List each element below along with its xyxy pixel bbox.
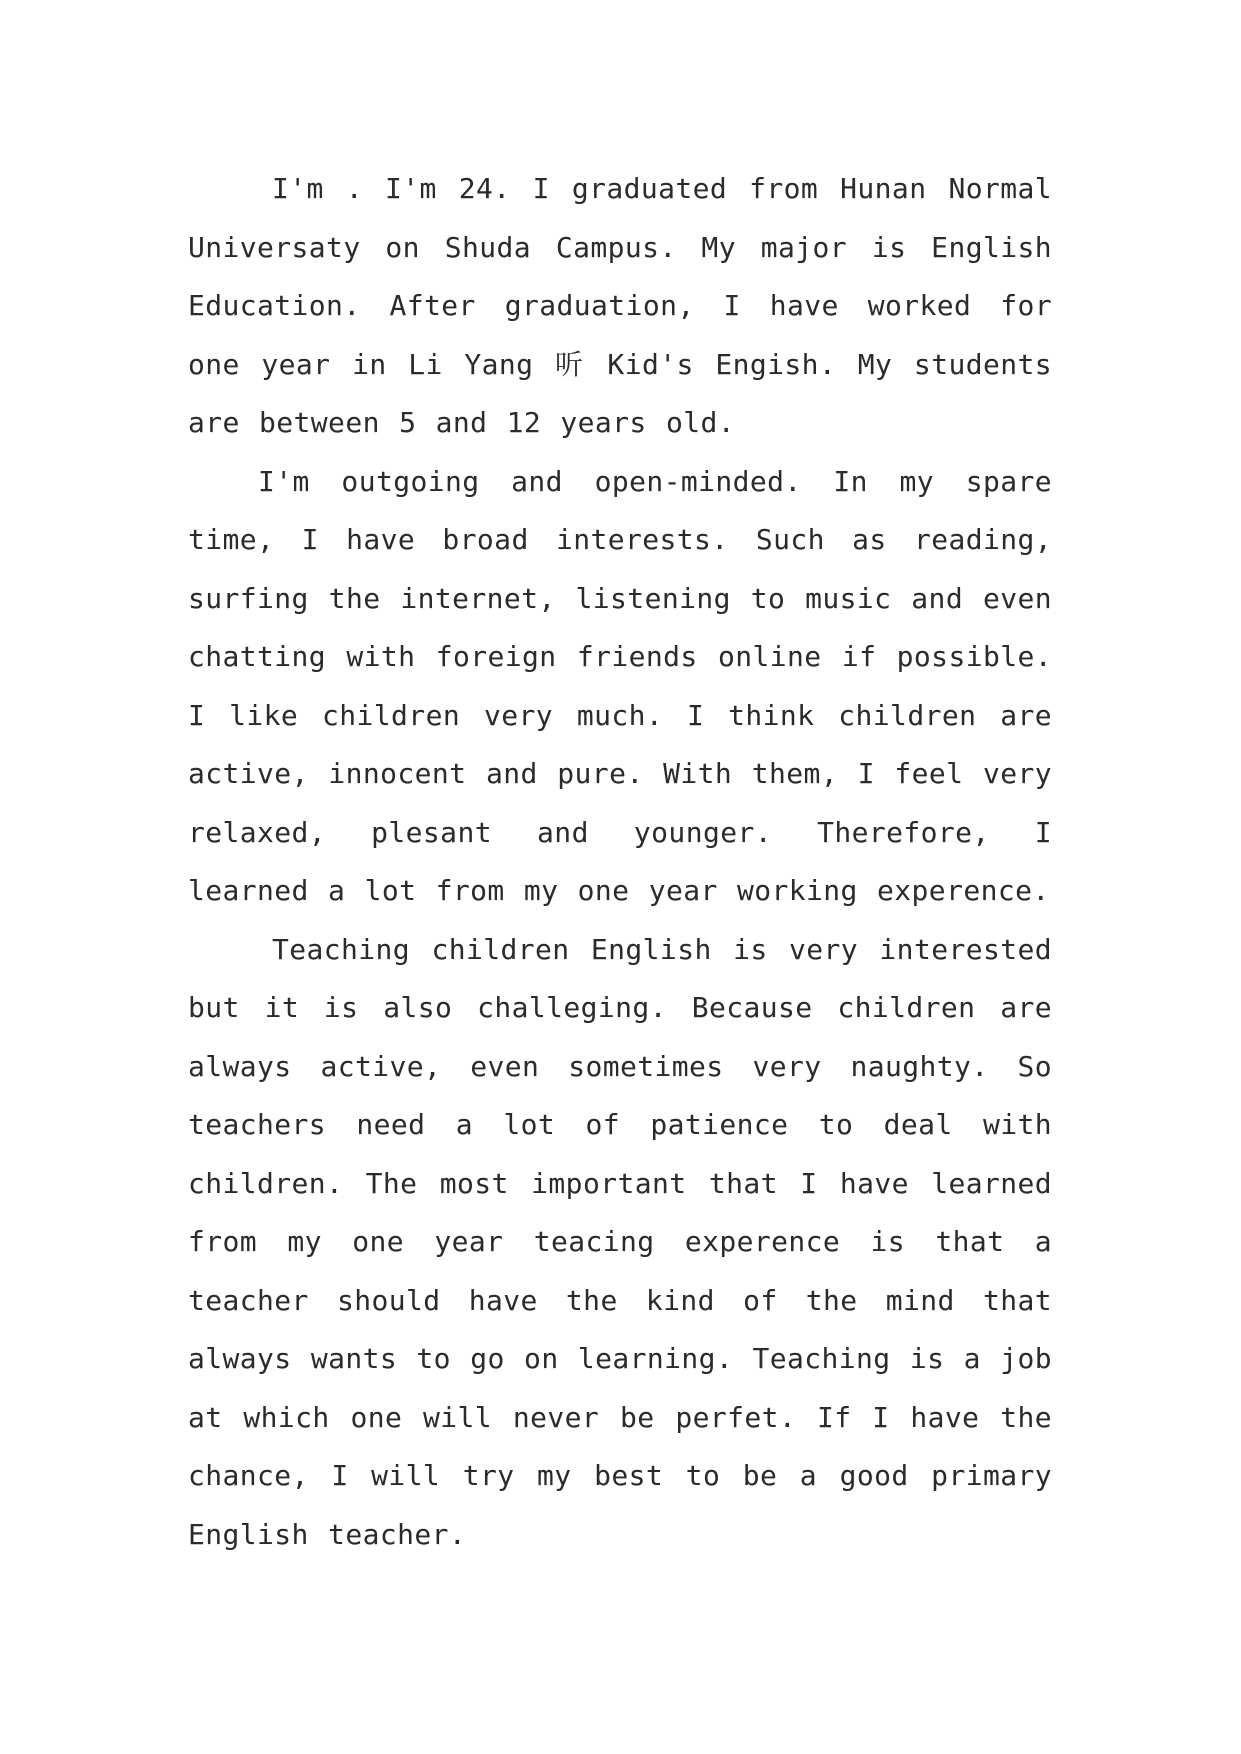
paragraph-teaching: Teaching children English is very interested but it is also challeging. Because children are always active, even sometimes very naughty. So teachers need a lot of patience to deal with children. The most important that I have learned from my one year teacing experence is that a teacher should have the kind of the mind that always wants to go on learning. Teaching is a job at which one will never be perfet. If I have the chance, I will try my best to be a good primary English teacher. xyxy=(188,932,1052,1551)
paragraph-personality: I'm outgoing and open-minded. In my spare time, I have broad interests. Such as reading, surfing the internet, listening to music and even chatting with foreign friends online if possible. I like children very much. I think children are active, innocent and pure. With them, I feel very relaxed, plesant and younger. Therefore, I learned a lot from my one year working experence. xyxy=(188,464,1052,907)
paragraph-introduction: I'm . I'm 24. I graduated from Hunan Normal Universaty on Shuda Campus. My major is English Education. After graduation, I have worked for one year in Li Yang 听 Kid's Engish. My students are between 5 and 12 years old. xyxy=(188,172,1052,439)
document-body xyxy=(188,160,1052,1564)
